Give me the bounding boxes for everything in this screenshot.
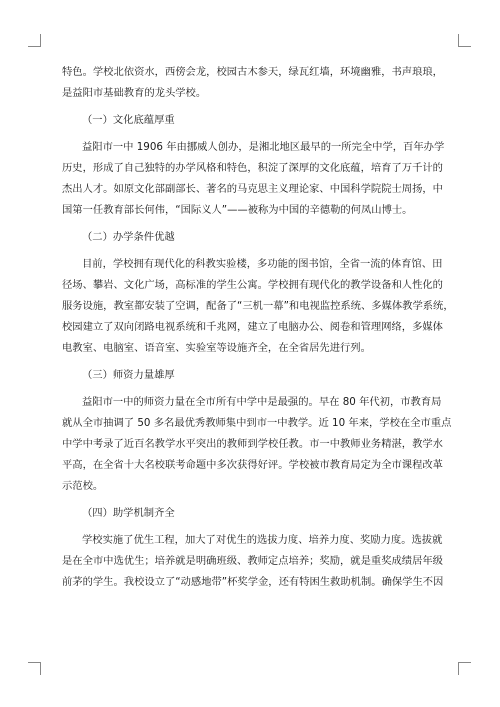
paragraph-line: 杰出人才。如原文化部副部长、著名的马克思主义理论家、中国科学院院士周扬，中	[62, 183, 443, 195]
paragraph-line: 前茅的学生。我校设立了“动感地带”杯奖学金，还有特困生救助机制。确保学生不因	[62, 576, 444, 588]
intro-line: 特色。学校北依资水，西傍会龙，校园古木参天，绿瓦红墙，环境幽雅，书声琅琅，	[62, 66, 443, 78]
paragraph-line: 就从全市抽调了 50 多名最优秀教师集中到市一中教学。近 10 年来，学校在全市重点	[62, 417, 452, 429]
paragraph-line: 电教室、电脑室、语音室、实验室等设施齐全，在全省居先进行列。	[62, 342, 371, 354]
paragraph-line: 服务设施，教室都安装了空调，配备了“三机一幕”和电视监控系统、多媒体教学系统，	[62, 300, 454, 312]
paragraph-line: 国第一任教育部长何伟，“国际义人”——被称为中国的辛德勒的何凤山博士。	[62, 204, 413, 216]
document-body	[62, 62, 454, 593]
section-heading: （一）文化底蕴厚重	[82, 114, 175, 126]
crop-mark-bottom-left	[28, 662, 41, 675]
paragraph-line: 径场、攀岩、文化广场，高标准的学生公寓。学校拥有现代化的教学设备和人性化的	[62, 279, 443, 291]
crop-mark-top-right	[458, 34, 471, 47]
paragraph-line: 历史，形成了自己独特的办学风格和特色，积淀了深厚的文化底蕴，培育了万千计的	[62, 162, 443, 174]
paragraph-line: 益阳市一中的师资力量在全市所有中学中是最强的。早在 80 年代初，市教育局	[82, 396, 442, 408]
section-heading: （四）助学机制齐全	[82, 507, 175, 519]
crop-mark-bottom-right	[458, 662, 471, 675]
intro-line: 是益阳市基础教育的龙头学校。	[62, 87, 207, 99]
paragraph-line: 平高，在全省十大名校联考命题中多次获得好评。学校被市教育局定为全市课程改革	[62, 459, 443, 471]
paragraph-line: 益阳市一中 1906 年由挪威人创办，是湘北地区最早的一所完全中学，百年办学	[82, 141, 445, 153]
paragraph-line: 中学中考录了近百名教学水平突出的教师到学校任教。市一中教师业务精湛，教学水	[62, 438, 443, 450]
paragraph-line: 学校实施了优生工程，加大了对优生的选拔力度、培养力度、奖励力度。选拔就	[82, 534, 443, 546]
paragraph-line: 示范校。	[62, 480, 104, 492]
paragraph-line: 是在全市中选优生；培养就是明确班级、教师定点培养；奖励，就是重奖成绩居年级	[62, 555, 443, 567]
section-heading: （三）师资力量雄厚	[82, 369, 175, 381]
paragraph-line: 目前，学校拥有现代化的科教实验楼，多功能的图书馆，全省一流的体育馆、田	[82, 258, 443, 270]
section-heading: （二）办学条件优越	[82, 231, 175, 243]
crop-mark-top-left	[28, 34, 41, 47]
paragraph-line: 校园建立了双向闭路电视系统和千兆网，建立了电脑办公、阅卷和管理网络，多媒体	[62, 321, 443, 333]
